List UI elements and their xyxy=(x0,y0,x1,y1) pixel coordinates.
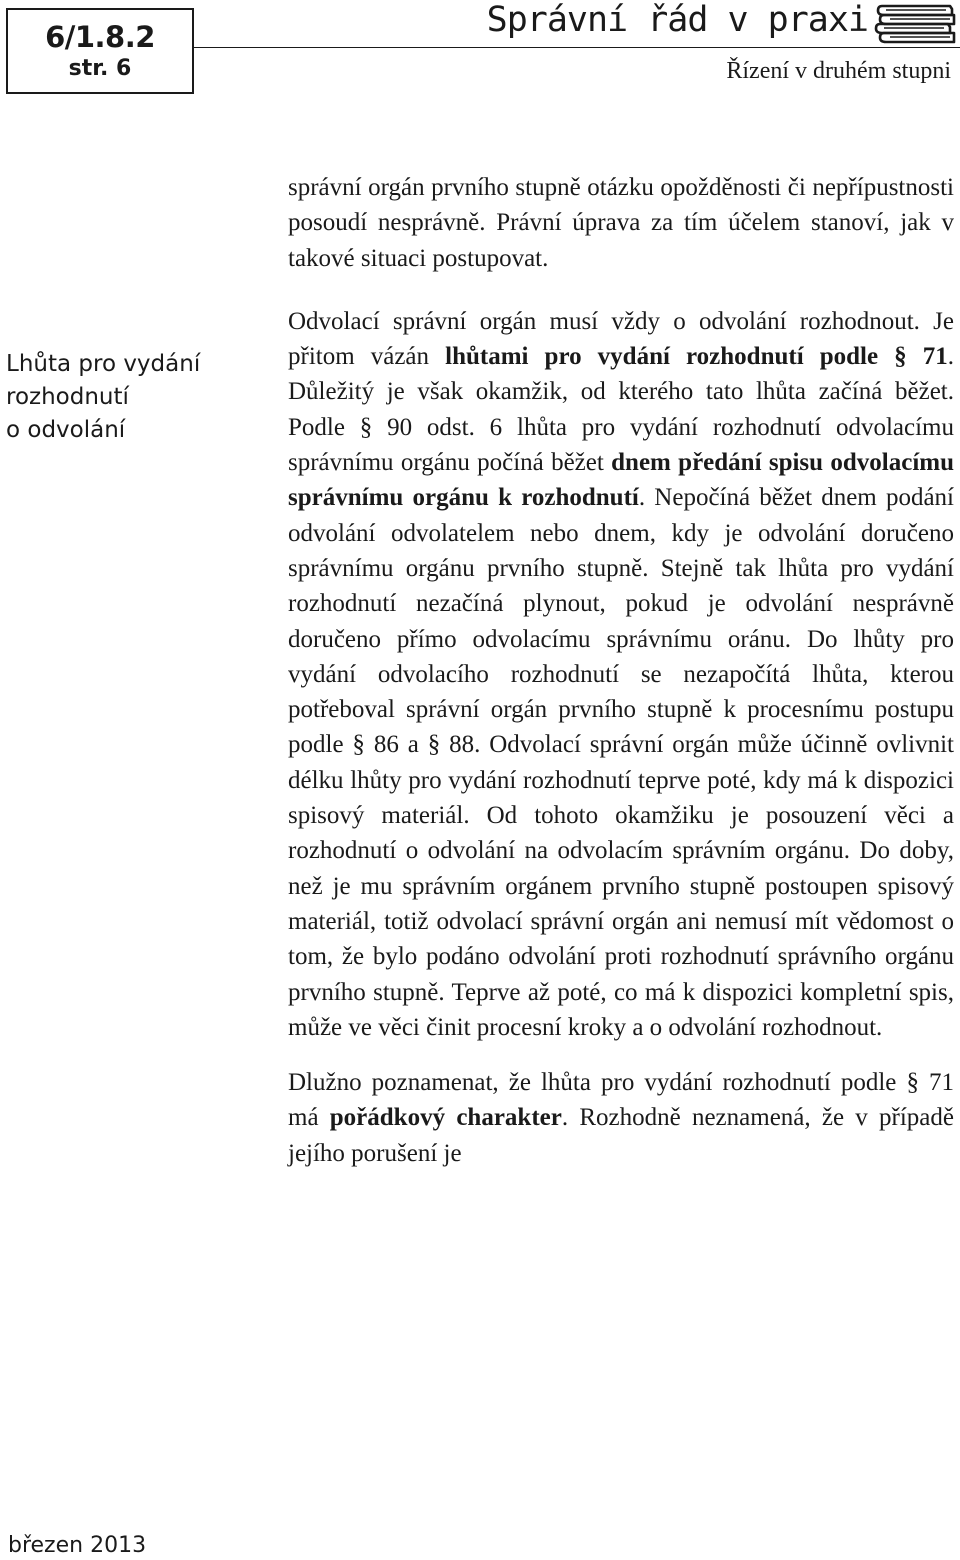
header-divider xyxy=(194,47,960,48)
paragraph: Dlužno poznamenat, že lhůta pro vydání rozhodnutí podle § 71 má pořádkový charakter. Rozhodně neznamená, že v případě jejího porušení je xyxy=(288,1069,955,1167)
publication-title: Správní řád v praxi xyxy=(486,0,868,40)
body-text xyxy=(288,170,954,1171)
issue-date: březen 2013 xyxy=(8,1533,147,1558)
books-icon xyxy=(872,2,956,46)
paragraph: správní orgán prvního stupně otázku opožděnosti či nepřípustnosti posoudí nesprávně. Právní úprava za tím účelem stanoví, jak v takové situaci postupovat. xyxy=(288,174,954,272)
emphasis: pořádkový charakter xyxy=(329,1104,562,1132)
emphasis: dnem předání spisu odvolacímu správnímu orgánu k rozhodnutí xyxy=(288,449,954,512)
paragraph: Odvolací správní orgán musí vždy o odvolání rozhodnout. Je přitom vázán lhůtami pro vydání rozhodnutí podle § 71. Důležitý je však okamžik, od kterého tato lhůta začíná běžet. Podle § 90 odst. 6 lhůta pro vydání rozhodnutí odvolacímu správnímu orgánu počíná běžet dnem předání spisu odvolacímu správnímu orgánu k rozhodnutí. Nepočíná běžet dnem podání odvolání odvolatelem nebo dnem, kdy je odvolání doručeno správnímu orgánu prvního stupně. Stejně tak lhůta pro vydání rozhodnutí nezačíná plynout, pokud je odvolání nesprávně doručeno přímo odvolacímu správnímu oránu. Do lhůty pro vydání odvolacího rozhodnutí se nezapočítá lhůta, kterou potřeboval správní orgán prvního stupně k procesnímu postupu podle § 86 a § 88. Odvolací správní orgán může účinně ovlivnit délku lhůty pro vydání rozhodnutí teprve poté, kdy má k dispozici spisový materiál. Od tohoto okamžiku je posouzení věci a rozhodnutí o odvolání na odvolacím správním orgánu. Do doby, než je mu správním orgánem prvního stupně postoupen spisový materiál, totiž odvolací správní orgán ani nemusí mít vědomost o tom, že bylo podáno odvolání proti rozhodnutí správního orgánu prvního stupně. Teprve až poté, co má k dispozici kompletní spis, může ve věci činit procesní kroky a o odvolání rozhodnout. xyxy=(288,307,954,1041)
chapter-subtitle: Řízení v druhém stupni xyxy=(726,58,951,84)
margin-heading-line: rozhodnutí xyxy=(6,384,129,410)
page-number-box xyxy=(6,8,194,94)
margin-heading xyxy=(6,348,244,447)
emphasis: lhůtami pro vydání rozhodnutí podle § 71 xyxy=(445,343,948,371)
margin-heading-line: Lhůta pro vydání xyxy=(6,351,201,377)
margin-heading-line: o odvolání xyxy=(6,417,126,443)
page-label: str. 6 xyxy=(68,56,132,81)
section-number: 6/1.8.2 xyxy=(45,20,155,54)
